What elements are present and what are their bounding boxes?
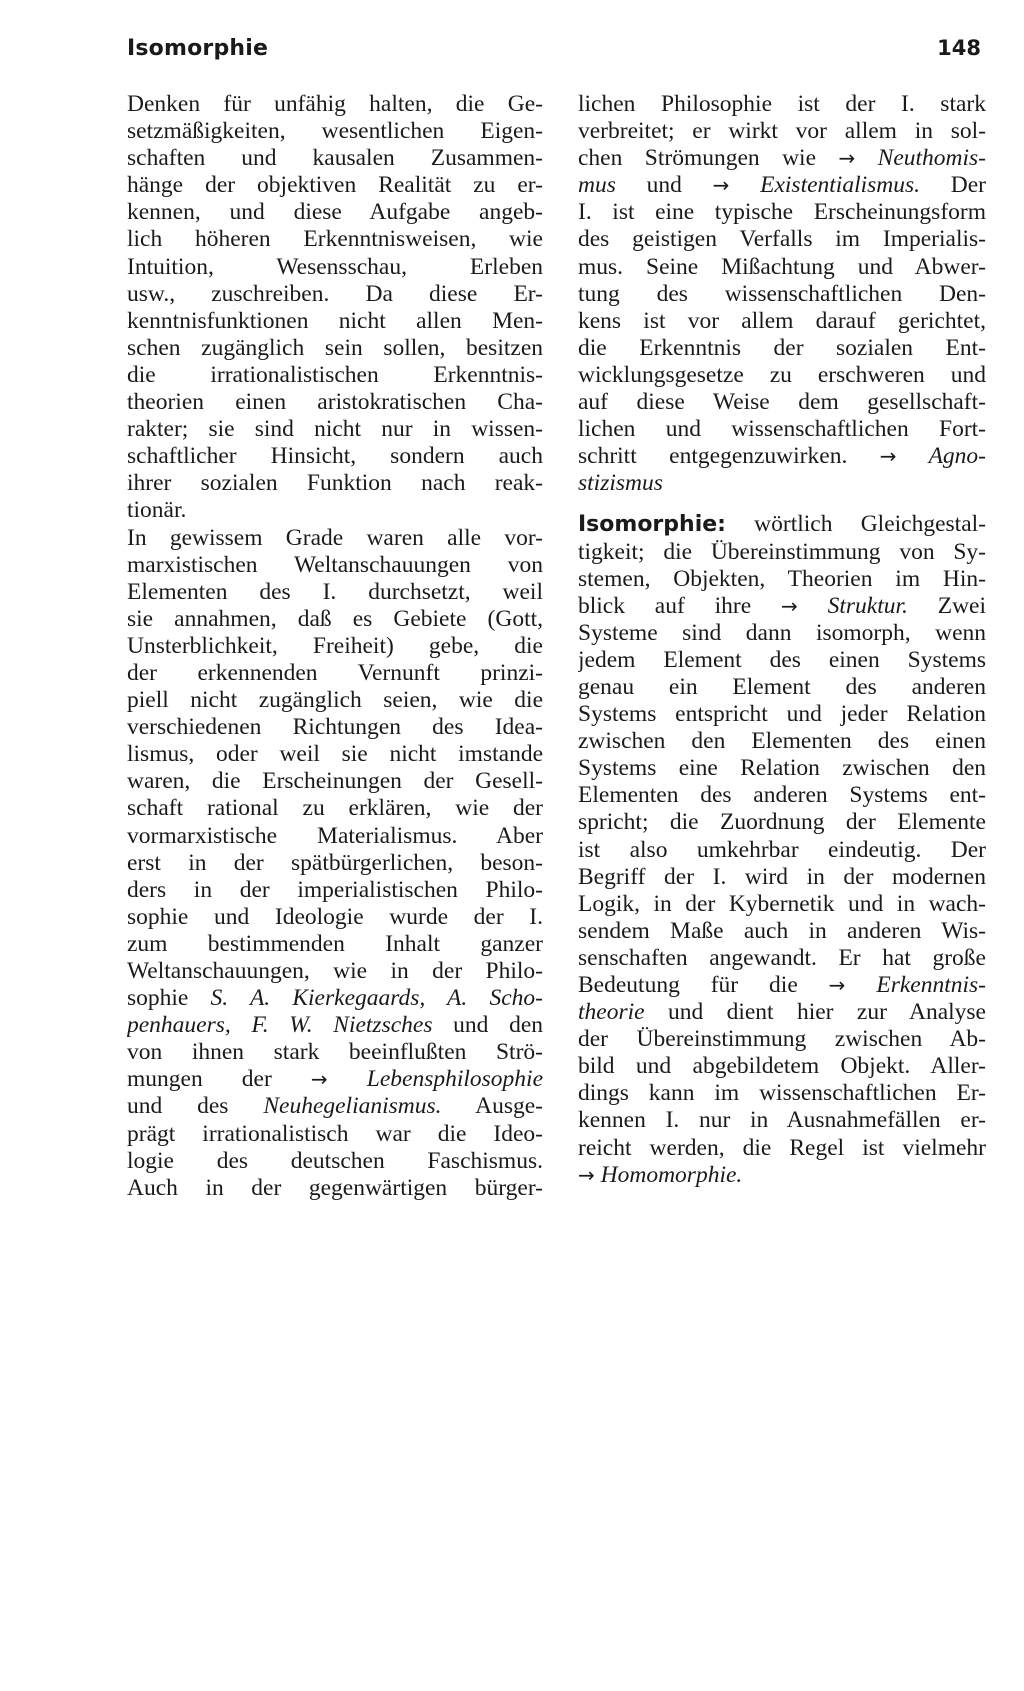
text-line: marxistischen Weltanschauungen von xyxy=(127,551,543,578)
text-line: setzmäßigkeiten, wesentlichen Eigen- xyxy=(127,118,543,145)
cross-reference-term: penhauers, F. W. Nietzsches xyxy=(127,1012,433,1039)
text-line: Denken für unfähig halten, die Ge- xyxy=(127,91,543,117)
cross-reference-arrow-icon: → xyxy=(310,1067,328,1092)
cross-reference-term: Lebensphilosophie xyxy=(327,1066,543,1093)
text-line: lichen Philosophie ist der I. stark xyxy=(578,91,986,117)
text-line: piell nicht zugänglich seien, wie die xyxy=(127,687,543,714)
text-line: kens ist vor allem darauf gerichtet, xyxy=(578,307,986,334)
text-line: die Erkenntnis der sozialen Ent- xyxy=(578,334,986,361)
text-line: kenntnisfunktionen nicht allen Men- xyxy=(127,307,543,334)
text-line: stemen, Objekten, Theorien im Hin- xyxy=(578,565,986,592)
text-line: ders in der imperialistischen Philo- xyxy=(127,876,543,903)
cross-reference-arrow-icon: → xyxy=(781,593,798,618)
text-segment: mungen der xyxy=(127,1066,311,1093)
cross-reference-arrow-icon: → xyxy=(712,173,730,198)
text-line: In gewissem Grade waren alle vor- xyxy=(127,524,543,551)
text-line: Elementen des anderen Systems ent- xyxy=(578,782,986,809)
text-segment: Der xyxy=(920,172,986,199)
text-line xyxy=(127,1093,543,1120)
text-line: der Übereinstimmung zwischen Ab- xyxy=(578,1026,986,1053)
text-line: prägt irrationalistisch war die Ideo- xyxy=(127,1120,543,1147)
text-segment: Bedeutung für die xyxy=(578,972,829,998)
text-line: reicht werden, die Regel ist vielmehr xyxy=(578,1134,986,1161)
text-line: schaftlicher Hinsicht, sondern auch xyxy=(127,443,543,470)
text-line: logie des deutschen Faschismus. xyxy=(127,1147,543,1174)
text-segment: und den xyxy=(432,1012,543,1039)
text-line xyxy=(578,145,986,172)
text-line: spricht; die Zuordnung der Elemente xyxy=(578,809,986,836)
text-line: des geistigen Verfalls im Imperialis- xyxy=(578,226,986,253)
text-line: Intuition, Wesensschau, Erleben xyxy=(127,253,543,280)
text-line: senschaften angewandt. Er hat große xyxy=(578,944,986,971)
text-line xyxy=(578,593,986,620)
text-line: tung des wissenschaftlichen Den- xyxy=(578,280,986,307)
text-line: von ihnen stark beeinflußten Strö- xyxy=(127,1039,543,1066)
text-segment: sophie xyxy=(127,985,211,1012)
right-column xyxy=(578,91,986,1189)
cross-reference-arrow-icon: → xyxy=(879,444,897,469)
cross-reference-arrow-icon: → xyxy=(828,973,846,997)
cross-reference-term: Existentialismus. xyxy=(729,172,921,199)
text-line: zwischen den Elementen des einen xyxy=(578,728,986,755)
text-line: verschiedenen Richtungen des Idea- xyxy=(127,714,543,741)
left-column xyxy=(127,91,543,1202)
text-line xyxy=(578,972,986,999)
text-line: erst in der spätbürgerlichen, beson- xyxy=(127,849,543,876)
cross-reference-term: Erkenntnis- xyxy=(845,972,986,998)
text-line: Begriff der I. wird in der modernen xyxy=(578,863,986,890)
text-line xyxy=(578,470,986,497)
cross-reference-term: mus xyxy=(578,172,616,199)
text-line: wicklungsgesetze zu erschweren und xyxy=(578,361,986,388)
text-line: usw., zuschreiben. Da diese Er- xyxy=(127,280,543,307)
text-line: sie annahmen, daß es Gebiete (Gott, xyxy=(127,605,543,632)
text-line: sendem Maße auch in anderen Wis- xyxy=(578,917,986,944)
text-segment: schritt entgegenzuwirken. xyxy=(578,443,880,470)
text-line: dings kann im wissenschaftlichen Er- xyxy=(578,1080,986,1107)
running-head: Isomorphie xyxy=(127,36,269,61)
text-line xyxy=(127,985,543,1012)
text-line: Auch in der gegenwärtigen bürger- xyxy=(127,1174,543,1201)
cross-reference-arrow-icon: → xyxy=(578,1162,595,1187)
text-segment: und xyxy=(615,172,713,199)
lemma-heading: Isomorphie: xyxy=(578,512,726,538)
text-line: kennen, und diese Aufgabe angeb- xyxy=(127,199,543,226)
text-line xyxy=(127,1012,543,1039)
text-line: waren, die Erscheinungen der Gesell- xyxy=(127,768,543,795)
text-line xyxy=(578,1162,986,1189)
text-line: tigkeit; die Übereinstimmung von Sy- xyxy=(578,538,986,565)
cross-reference-term: Agno- xyxy=(896,443,986,470)
text-line: hänge der objektiven Realität zu er- xyxy=(127,172,543,199)
text-line: mus. Seine Mißachtung und Abwer- xyxy=(578,253,986,280)
text-segment: wörtlich Gleichgestal- xyxy=(725,511,986,538)
text-line xyxy=(578,511,986,538)
cross-reference-arrow-icon: → xyxy=(838,146,856,171)
text-line xyxy=(578,443,986,470)
text-line: ihrer sozialen Funktion nach reak- xyxy=(127,470,543,497)
cross-reference-term: Homomorphie. xyxy=(594,1161,743,1188)
text-line xyxy=(578,999,986,1026)
text-segment: und des xyxy=(127,1093,264,1120)
text-line: Systems eine Relation zwischen den xyxy=(578,755,986,782)
cross-reference-term: Struktur. xyxy=(797,592,908,619)
text-line: schaft rational zu erklären, wie der xyxy=(127,795,543,822)
text-line: zum bestimmenden Inhalt ganzer xyxy=(127,930,543,957)
cross-reference-term: Neuthomis- xyxy=(855,145,986,172)
text-line xyxy=(127,1066,543,1093)
text-segment: blick auf ihre xyxy=(578,592,781,619)
text-line xyxy=(578,172,986,199)
text-line: genau ein Element des anderen xyxy=(578,673,986,700)
text-line: sophie und Ideologie wurde der I. xyxy=(127,903,543,930)
text-line: bild und abgebildetem Objekt. Aller- xyxy=(578,1053,986,1080)
text-line: Logik, in der Kybernetik und in wach- xyxy=(578,890,986,917)
text-line: tionär. xyxy=(127,497,187,524)
text-line: vormarxistische Materialismus. Aber xyxy=(127,822,543,849)
text-line: I. ist eine typische Erscheinungsform xyxy=(578,199,986,226)
text-line: Systems entspricht und jeder Relation xyxy=(578,701,986,728)
text-line: auf diese Weise dem gesellschaft- xyxy=(578,389,986,416)
text-line: schen zugänglich sein sollen, besitzen xyxy=(127,334,543,361)
text-segment: chen Strömungen wie xyxy=(578,145,839,172)
cross-reference-term: S. A. Kierkegaards, A. Scho- xyxy=(210,985,543,1012)
text-segment: Zwei xyxy=(907,592,986,619)
text-line: die irrationalistischen Erkenntnis- xyxy=(127,361,543,388)
text-line: kennen I. nur in Ausnahmefällen er- xyxy=(578,1107,986,1134)
text-line: jedem Element des einen Systems xyxy=(578,646,986,673)
text-line: Elementen des I. durchsetzt, weil xyxy=(127,578,543,605)
text-line: rakter; sie sind nicht nur in wissen- xyxy=(127,416,543,443)
text-line: ist also umkehrbar eindeutig. Der xyxy=(578,836,986,863)
cross-reference-term: Neuhegelianismus. xyxy=(263,1093,442,1120)
text-line: lismus, oder weil sie nicht imstande xyxy=(127,741,543,768)
text-line: schaften und kausalen Zusammen- xyxy=(127,145,543,172)
text-line: verbreitet; er wirkt vor allem in sol- xyxy=(578,118,986,145)
text-line: der erkennenden Vernunft prinzi- xyxy=(127,659,543,686)
text-line: Weltanschauungen, wie in der Philo- xyxy=(127,958,543,984)
cross-reference-term: stizismus xyxy=(578,470,663,497)
page-number: 148 xyxy=(937,36,981,60)
text-line: theorien einen aristokratischen Cha- xyxy=(127,389,543,416)
text-line: Unsterblichkeit, Freiheit) gebe, die xyxy=(127,632,543,659)
text-line: lichen und wissenschaftlichen Fort- xyxy=(578,416,986,443)
text-segment: Ausge- xyxy=(441,1093,543,1120)
cross-reference-term: theorie xyxy=(578,999,645,1026)
text-line: Systeme sind dann isomorph, wenn xyxy=(578,619,986,646)
text-segment: und dient hier zur Analyse xyxy=(644,999,986,1026)
text-line: lich höheren Erkenntnisweisen, wie xyxy=(127,226,543,253)
